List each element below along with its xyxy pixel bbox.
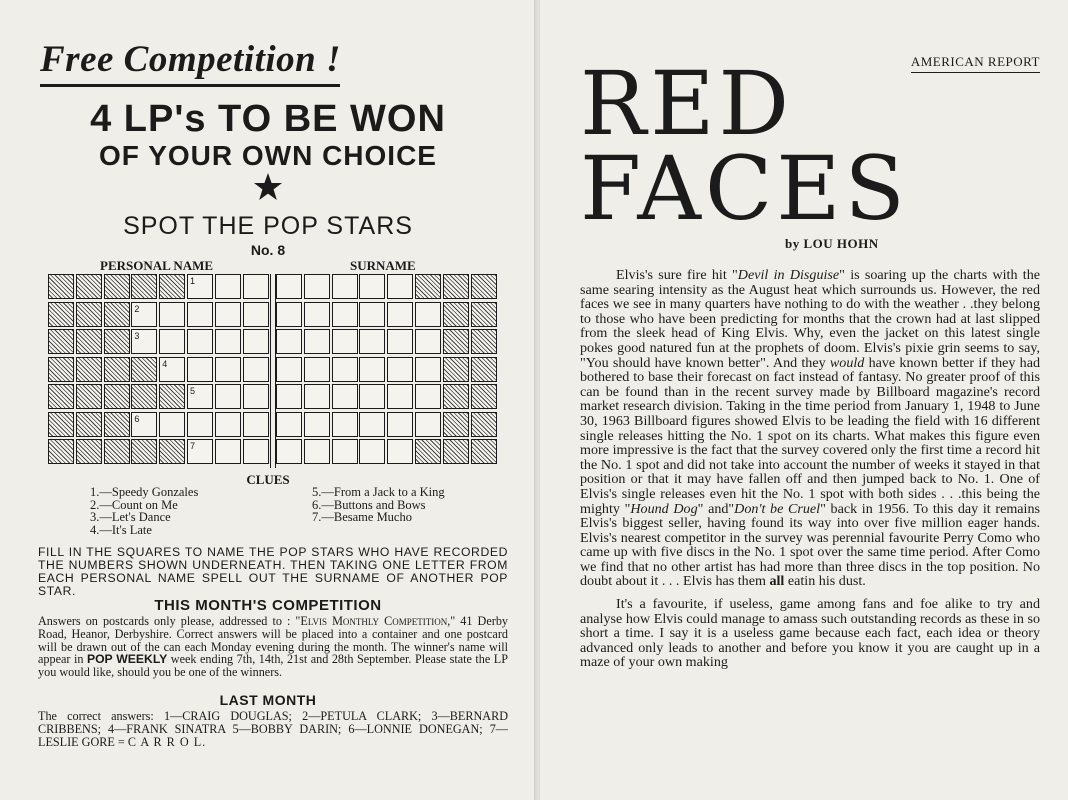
- grid-cell: [332, 302, 358, 327]
- answers-part: Answers on postcards only please, addressed to : ": [38, 614, 301, 628]
- puzzle-grid: [48, 274, 498, 468]
- song-title: Devil in Disguise: [737, 267, 840, 283]
- grid-cell: [415, 302, 441, 327]
- grid-cell: [243, 439, 269, 464]
- grid-cell: [443, 439, 469, 464]
- grid-cell: [48, 329, 74, 354]
- grid-cell: [215, 302, 241, 327]
- grid-cell: [359, 357, 385, 382]
- clue-item: 1.—Speedy Gonzales: [90, 485, 199, 499]
- grid-cell: [276, 357, 302, 382]
- grid-cell: [471, 412, 497, 437]
- grid-cell: [187, 412, 213, 437]
- grid-cell: [415, 329, 441, 354]
- grid-cell: [332, 329, 358, 354]
- clue-number: 3: [134, 331, 140, 341]
- grid-cell: [387, 412, 413, 437]
- grid-cell: [443, 412, 469, 437]
- grid-cell: [187, 357, 213, 382]
- grid-cell: [76, 302, 102, 327]
- grid-cell: [387, 302, 413, 327]
- address-name: Elvis Monthly Competition: [300, 614, 448, 628]
- grid-cell: [276, 274, 302, 299]
- grid-cell: [104, 439, 130, 464]
- clue-item: 4.—It's Late: [90, 522, 152, 537]
- grid-cell: [243, 302, 269, 327]
- grid-cell: [159, 384, 185, 409]
- text-run: " back in 1956. To this day it remains Elvis's biggest seller, having found its way into over five million eager hands. Elvis's nearest competitor in the survey was perennial favourite Perry Como who came up with five discs in the No. 1 spot over the same time period. After Como we find that no other artist has had more than three discs in the top position. No doubt about it . . . Elvis has them: [580, 500, 1040, 590]
- grid-cell: [387, 357, 413, 382]
- text-run: Elvis's sure fire hit ": [616, 267, 738, 283]
- clue-number: 1: [190, 276, 196, 286]
- grid-cell: [76, 384, 102, 409]
- final-answer: C A R R O L.: [127, 734, 207, 749]
- grid-cell: [359, 329, 385, 354]
- article-paragraph: It's a favourite, if useless, game among fans and foe alike to try and analyse how Elvis could manage to amass such outstanding records as these in so short a time. I say it is a useless game because each fact, each idea or theory advanced only leads to another and before you know it you are caught up in a maze of your own making: [580, 596, 1040, 671]
- grid-cell: [159, 329, 185, 354]
- section-label: AMERICAN REPORT: [911, 54, 1040, 73]
- answers-part: ," 41 Derby Road, Heanor, Derbyshire. Correct answers will be placed into a container and one postcard will be drawn out of the can each Monday evening during the month. The winner's name will appear in: [38, 614, 509, 667]
- grid-cell: [304, 274, 330, 299]
- clues-title: CLUES: [246, 472, 290, 487]
- grid-cell: [471, 384, 497, 409]
- grid-cell: [471, 439, 497, 464]
- grid-cell: [387, 329, 413, 354]
- grid-cell: [332, 274, 358, 299]
- grid-cell: [48, 384, 74, 409]
- grid-cell: [104, 357, 130, 382]
- grid-cell: [48, 302, 74, 327]
- article-body: [580, 268, 1040, 670]
- grid-cell: [131, 274, 157, 299]
- grid-cell: [332, 357, 358, 382]
- grid-cell: [471, 357, 497, 382]
- grid-cell: [215, 439, 241, 464]
- clues-right-column: [312, 486, 445, 524]
- grid-cell: [159, 302, 185, 327]
- grid-cell: [332, 439, 358, 464]
- star-icon: [253, 172, 283, 202]
- grid-cell: [187, 329, 213, 354]
- text-run: " is soaring up the charts with the same searing intensity as the August heat which surrounds us. However, the red faces we see in many quarters have nothing to do with the weather . .they belong to those who have been predicting for months that the crown had at last slipped from the sleek head of King Elvis. Why, even the jacket on this latest single pokes good natured fun at the prophets of doom. Elvis's pixie grin seems to say, "You should have known better". And they: [580, 267, 1041, 371]
- song-title: Don't be Cruel: [734, 500, 821, 517]
- grid-cell: [304, 384, 330, 409]
- grid-cell: [387, 384, 413, 409]
- grid-cell: [243, 274, 269, 299]
- grid-cell: [387, 274, 413, 299]
- grid-cell: [76, 357, 102, 382]
- correct-answers: The correct answers: 1—CRAIG DOUGLAS; 2—PETULA CLARK; 3—BERNARD CRIBBENS; 4—FRANK SINATRA 5—BOBBY DARIN; 6—LONNIE DONEGAN; 7—LESLIE GORE =: [38, 709, 508, 749]
- instructions-text: FILL IN THE SQUARES TO NAME THE POP STARS WHO HAVE RECORDED THE NUMBERS SHOWN UNDERNEATH. THEN TAKING ONE LETTER FROM EACH PERSONAL NAME SPELL OUT THE SURNAME OF ANOTHER POP STAR.: [38, 545, 508, 598]
- grid-cell: [276, 384, 302, 409]
- personal-name-header: PERSONAL NAME: [100, 258, 214, 273]
- grid-cell: [304, 412, 330, 437]
- clue-number: 2: [134, 303, 140, 314]
- spot-the-pop-stars-title: SPOT THE POP STARS: [123, 212, 413, 240]
- grid-cell: [187, 302, 213, 327]
- grid-cell: [104, 274, 130, 299]
- grid-cell: [276, 329, 302, 354]
- last-month-title: LAST MONTH: [219, 692, 317, 708]
- grid-cell: [276, 302, 302, 327]
- grid-cell: [159, 274, 185, 299]
- grid-cell: [243, 329, 269, 354]
- answers-text: [38, 615, 508, 679]
- grid-cell: [243, 357, 269, 382]
- emphasis: would: [829, 354, 865, 371]
- clue-item: 5.—From a Jack to a King: [312, 485, 445, 499]
- byline: by LOU HOHN: [785, 236, 879, 251]
- clue-item: 7.—Besame Mucho: [312, 510, 412, 524]
- grid-cell: [104, 329, 130, 354]
- correct-answers-text: [38, 710, 508, 748]
- clue-number: 6: [134, 413, 140, 424]
- grid-cell: [471, 329, 497, 354]
- text-run: " and": [697, 500, 735, 517]
- surname-header: SURNAME: [350, 258, 416, 273]
- text-run: have known better if they had bothered to base their forecast on fact instead of fantasy. No greater proof of this can be found than in the recent survey made by Billboard magazine's record market research division. Taking in the time period from January 1, 1948 to June 30, 1963 Billboard figures showed Elvis to be leading the field with 16 different single releases hitting the No. 1 spot on its charts. What makes this figure even more impressive is the fact that the survey covered only the first time a record hit the No. 1 spot and did not take into account the number of weeks it stayed in that position or that it may have fallen off and then jumped back to No. 1. One of Elvis's single releases even hit the No. 1 spot with both sides . . .this being the mighty ": [580, 354, 1040, 517]
- grid-cell: [76, 274, 102, 299]
- grid-cell: [131, 439, 157, 464]
- headline-lps: 4 LP's TO BE WON: [90, 98, 446, 140]
- grid-cell: [276, 412, 302, 437]
- grid-cell: [159, 412, 185, 437]
- grid-cell: [304, 302, 330, 327]
- grid-cell: [359, 274, 385, 299]
- grid-cell: [104, 412, 130, 437]
- clue-item: 2.—Count on Me: [90, 497, 178, 512]
- clue-item: 3.—Let's Dance: [90, 510, 171, 524]
- grid-cell: [359, 302, 385, 327]
- grid-cell: [332, 412, 358, 437]
- grid-cell: [76, 329, 102, 354]
- grid-cell: [48, 274, 74, 299]
- title-underline: [40, 84, 340, 87]
- grid-cell: [215, 274, 241, 299]
- grid-cell: [131, 357, 157, 382]
- grid-cell: [443, 329, 469, 354]
- grid-cell: [443, 274, 469, 299]
- article-title-line2: FACES: [580, 137, 909, 240]
- emphasis: all: [769, 573, 785, 590]
- grid-cell: [131, 384, 157, 409]
- grid-cell: [76, 439, 102, 464]
- article-title-line1: RED: [580, 52, 794, 155]
- clues-left-column: [90, 486, 198, 536]
- grid-cell: [415, 384, 441, 409]
- grid-cell: [359, 384, 385, 409]
- pop-weekly: POP WEEKLY: [86, 652, 168, 667]
- text-run: eatin his dust.: [784, 573, 866, 590]
- grid-cell: [415, 274, 441, 299]
- grid-cell: [415, 357, 441, 382]
- grid-cell: [215, 329, 241, 354]
- song-title: Hound Dog: [630, 500, 698, 517]
- grid-cell: [332, 384, 358, 409]
- grid-cell: [48, 357, 74, 382]
- clue-number: 5: [190, 386, 196, 396]
- grid-cell: [159, 439, 185, 464]
- clue-number: 4: [162, 358, 168, 369]
- grid-cell: [243, 384, 269, 409]
- clue-item: 6.—Buttons and Bows: [312, 497, 426, 512]
- grid-cell: [359, 439, 385, 464]
- grid-cell: [304, 357, 330, 382]
- free-competition-title: Free Competition !: [40, 39, 341, 80]
- grid-cell: [243, 412, 269, 437]
- grid-cell: [76, 412, 102, 437]
- clue-number: 7: [190, 441, 196, 451]
- headline-choice: OF YOUR OWN CHOICE: [99, 140, 437, 171]
- competition-title: THIS MONTH'S COMPETITION: [154, 597, 382, 614]
- answers-part: week ending 7th, 14th, 21st and 28th September. Please state the LP you would like, should you be one of the winners.: [38, 652, 508, 680]
- right-page: [540, 0, 1068, 800]
- grid-cell: [443, 384, 469, 409]
- grid-cell: [415, 439, 441, 464]
- grid-cell: [48, 439, 74, 464]
- grid-cell: [48, 412, 74, 437]
- grid-cell: [443, 357, 469, 382]
- grid-cell: [215, 412, 241, 437]
- grid-cell: [276, 439, 302, 464]
- competition-number: No. 8: [250, 242, 286, 258]
- grid-cell: [471, 302, 497, 327]
- grid-cell: [104, 384, 130, 409]
- grid-cell: [304, 329, 330, 354]
- grid-cell: [304, 439, 330, 464]
- grid-cell: [215, 384, 241, 409]
- grid-cell: [104, 302, 130, 327]
- grid-cell: [443, 302, 469, 327]
- article-paragraph: [580, 268, 1040, 589]
- grid-cell: [215, 357, 241, 382]
- grid-cell: [415, 412, 441, 437]
- grid-cell: [387, 439, 413, 464]
- grid-cell: [359, 412, 385, 437]
- grid-cell: [471, 274, 497, 299]
